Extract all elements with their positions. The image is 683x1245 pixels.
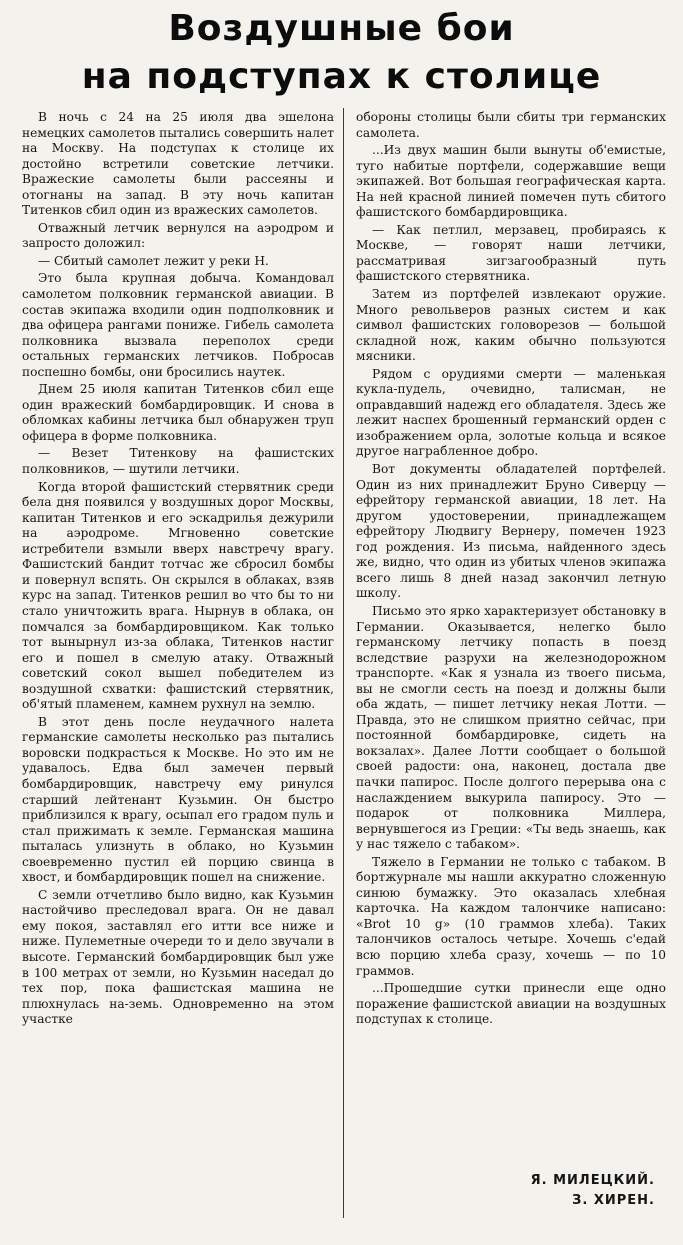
- paragraph: ...Из двух машин были вынуты об'емистые, туго набитые портфели, содержавшие вещи экипажей. Вот большая географическая карта. На ней красной линией помечен путь сбитого фашистского бомбардировщика.: [356, 143, 666, 220]
- paragraph: В этот день после неудачного налета германские самолеты несколько раз пытались воровски подкрасться к Москве. Но это им не удавалось. Едва был замечен первый бомбардировщик, навстречу ему ринулся старший лейтенант Кузьмин. Он быстро приблизился к врагу, осыпал его градом пуль и стал прижимать к земле. Германская машина пыталась улизнуть в облако, но Кузьмин своевременно пустил ей порцию свинца в хвост, и бомбардировщик пошел на снижение.: [22, 714, 334, 885]
- paragraph: Отважный летчик вернулся на аэродром и запросто доложил:: [22, 220, 334, 251]
- paragraph-continued: обороны столицы были сбиты три германских самолета.: [356, 110, 666, 140]
- article-left-column: [22, 110, 334, 1028]
- paragraph: Затем из портфелей извлекают оружие. Много револьверов разных систем и как символ фашистских головорезов — большой складной нож, каким обычно пользуются мясники.: [356, 287, 666, 364]
- author-signature-2: З. ХИРЕН.: [572, 1193, 655, 1208]
- paragraph: — Как петлил, мерзавец, пробираясь к Москве, — говорят наши летчики, рассматривая зигзагообразный путь фашистского стервятника.: [356, 222, 666, 284]
- paragraph: Вот документы обладателей портфелей. Один из них принадлежит Бруно Сиверцу — ефрейтору германской авиации, 18 лет. На другом удостоверении, принадлежащем ефрейтору Людвигу Вернеру, помечен 1923 год рождения. Из письма, найденного здесь же, видно, что один из убитых членов экипажа всего лишь 8 дней назад закончил летную школу.: [356, 462, 666, 601]
- paragraph: Когда второй фашистский стервятник среди бела дня появился у воздушных дорог Москвы, капитан Титенков и его эскадрилья дежурили на аэродроме. Мгновенно советские истребители взмыли вверх навстречу врагу. Фашистский бандит тотчас же сбросил бомбы и повернул вспять. Он скрылся в облаках, взяв курс на запад. Титенков решил во что бы то ни стало уничтожить врага. Нырнув в облака, он помчался за бомбардировщиком. Как только тот вынырнул из-за облака, Титенков настиг его и пошел в смелую атаку. Отважный советский сокол вышел победителем из воздушной схватки: фашистский стервятник, об'ятый пламенем, камнем рухнул на землю.: [22, 479, 334, 712]
- paragraph: Рядом с орудиями смерти — маленькая кукла-пудель, очевидно, талисман, не оправдавший надежд его обладателя. Здесь же лежит наспех брошенный германский орден с изображением орла, золотые кольца и всякое другое награбленное добро.: [356, 366, 666, 459]
- paragraph: В ночь с 24 на 25 июля два эшелона немецких самолетов пытались совершить налет на Москву. На подступах к столице их достойно встретили советские летчики. Вражеские самолеты были рассеяны и отогнаны на запад. В эту ночь капитан Титенков сбил один из вражеских самолетов.: [22, 110, 334, 218]
- paragraph: ...Прошедшие сутки принесли еще одно поражение фашистской авиации на воздушных подступах к столице.: [356, 981, 666, 1027]
- column-divider: [343, 108, 344, 1218]
- headline-line-2: на подступах к столице: [81, 56, 602, 97]
- paragraph: — Везет Титенкову на фашистских полковников, — шутили летчики.: [22, 446, 334, 477]
- article-right-column: [356, 110, 666, 1028]
- paragraph: Письмо это ярко характеризует обстановку в Германии. Оказывается, нелегко было германскому летчику попасть в поезд вследствие разрухи на железнодорожном транспорте. «Как я узнала из твоего письма, вы не смогли сесть на поезд и должны были оба ждать, — пишет летчику некая Лотти. — Правда, это не слишком приятно сейчас, при постоянной бомбардировке, сидеть на вокзалах». Далее Лотти сообщает о большой своей радости: она, наконец, достала две пачки папирос. После долгого перерыва она с наслаждением выкурила папиросу. Это — подарок от полковника Миллера, вернувшегося из Греции: «Ты ведь знаешь, как у нас тяжело с табаком».: [356, 603, 666, 852]
- paragraph: Это была крупная добыча. Командовал самолетом полковник германской авиации. В состав экипажа входили один подполковник и два офицера рангами пониже. Гибель самолета полковника вызвала переполох среди остальных германских летчиков. Побросав поспешно бомбы, они бросились наутек.: [22, 271, 334, 379]
- paragraph: Тяжело в Германии не только с табаком. В бортжурнале мы нашли аккуратно сложенную синюю бумажку. Это оказалась хлебная карточка. На каждом талончике написано: «Brot 10 g» (10 граммов хлеба). Таких талончиков осталось четыре. Хочешь с'едай всю порцию хлеба сразу, хочешь — по 10 граммов.: [356, 854, 666, 978]
- paragraph: — Сбитый самолет лежит у реки Н.: [38, 253, 269, 268]
- author-signature-1: Я. МИЛЕЦКИЙ.: [530, 1173, 655, 1188]
- paragraph: С земли отчетливо было видно, как Кузьмин настойчиво преследовал врага. Он не давал ему покоя, заставлял его итти все ниже и ниже. Пулеметные очереди то и дело звучали в высоте. Германский бомбардировщик был уже в 100 метрах от земли, но Кузьмин наседал до тех пор, пока фашистская машина не плюхнулась на-земь. Одновременно на этом участке: [22, 887, 334, 1027]
- headline-line-1: Воздушные бои: [168, 8, 515, 49]
- paragraph: Днем 25 июля капитан Титенков сбил еще один вражеский бомбардировщик. И снова в обломках кабины летчика был обнаружен труп офицера в форме полковника.: [22, 382, 334, 443]
- headline: [0, 6, 683, 102]
